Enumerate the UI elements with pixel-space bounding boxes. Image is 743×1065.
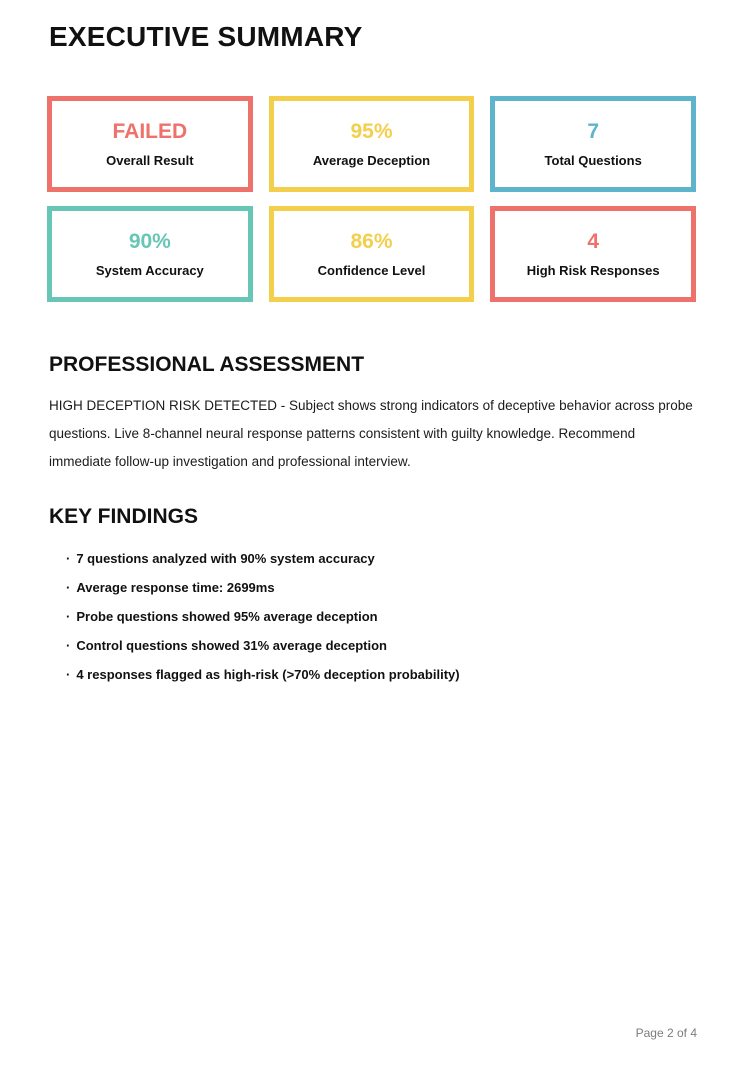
- stat-value: 4: [587, 230, 599, 253]
- stat-label: Confidence Level: [317, 263, 426, 278]
- stat-label: Overall Result: [106, 153, 194, 168]
- finding-bullet: ·: [66, 609, 71, 624]
- stat-card: [47, 96, 253, 192]
- stat-card: [269, 206, 475, 302]
- finding-text: Probe questions showed 95% average deception: [76, 609, 378, 624]
- stat-card: [47, 206, 253, 302]
- stat-label: High Risk Responses: [526, 263, 660, 278]
- stat-label: System Accuracy: [95, 263, 204, 278]
- page-number: Page 2 of 4: [635, 1026, 697, 1040]
- finding-text: 4 responses flagged as high-risk (>70% deception probability): [76, 667, 460, 682]
- key-findings-list: [49, 552, 696, 682]
- assessment-paragraph: HIGH DECEPTION RISK DETECTED - Subject shows strong indicators of deceptive behavior across probe questions. Live 8-channel neural response patterns consistent with guilty knowledge. Recommend immediate follow-up investigation and professional interview.: [49, 398, 693, 469]
- stat-card: [490, 206, 696, 302]
- finding-bullet: ·: [66, 667, 71, 682]
- stat-value: 90%: [128, 230, 171, 253]
- finding-item: [66, 610, 696, 624]
- stat-card: [490, 96, 696, 192]
- stat-value: 86%: [350, 230, 393, 253]
- stat-label: Total Questions: [544, 153, 642, 168]
- report-page: [0, 21, 743, 1065]
- finding-item: [66, 639, 696, 653]
- stat-card: [269, 96, 475, 192]
- page-title: EXECUTIVE SUMMARY: [49, 21, 363, 52]
- finding-text: Control questions showed 31% average deception: [76, 638, 387, 653]
- finding-bullet: ·: [66, 580, 71, 595]
- stat-value: 7: [587, 120, 599, 143]
- finding-text: Average response time: 2699ms: [76, 580, 275, 595]
- page-content: [0, 21, 743, 682]
- finding-item: [66, 668, 696, 682]
- finding-bullet: ·: [66, 638, 71, 653]
- section-heading-key-findings: KEY FINDINGS: [49, 505, 198, 528]
- finding-text: 7 questions analyzed with 90% system accuracy: [76, 551, 375, 566]
- stat-label: Average Deception: [312, 153, 431, 168]
- finding-item: [66, 581, 696, 595]
- finding-item: [66, 552, 696, 566]
- stats-grid: [47, 96, 696, 302]
- section-heading-professional-assessment: PROFESSIONAL ASSESSMENT: [49, 353, 365, 376]
- finding-bullet: ·: [66, 551, 71, 566]
- stat-value: 95%: [350, 120, 393, 143]
- stat-value: FAILED: [112, 120, 188, 143]
